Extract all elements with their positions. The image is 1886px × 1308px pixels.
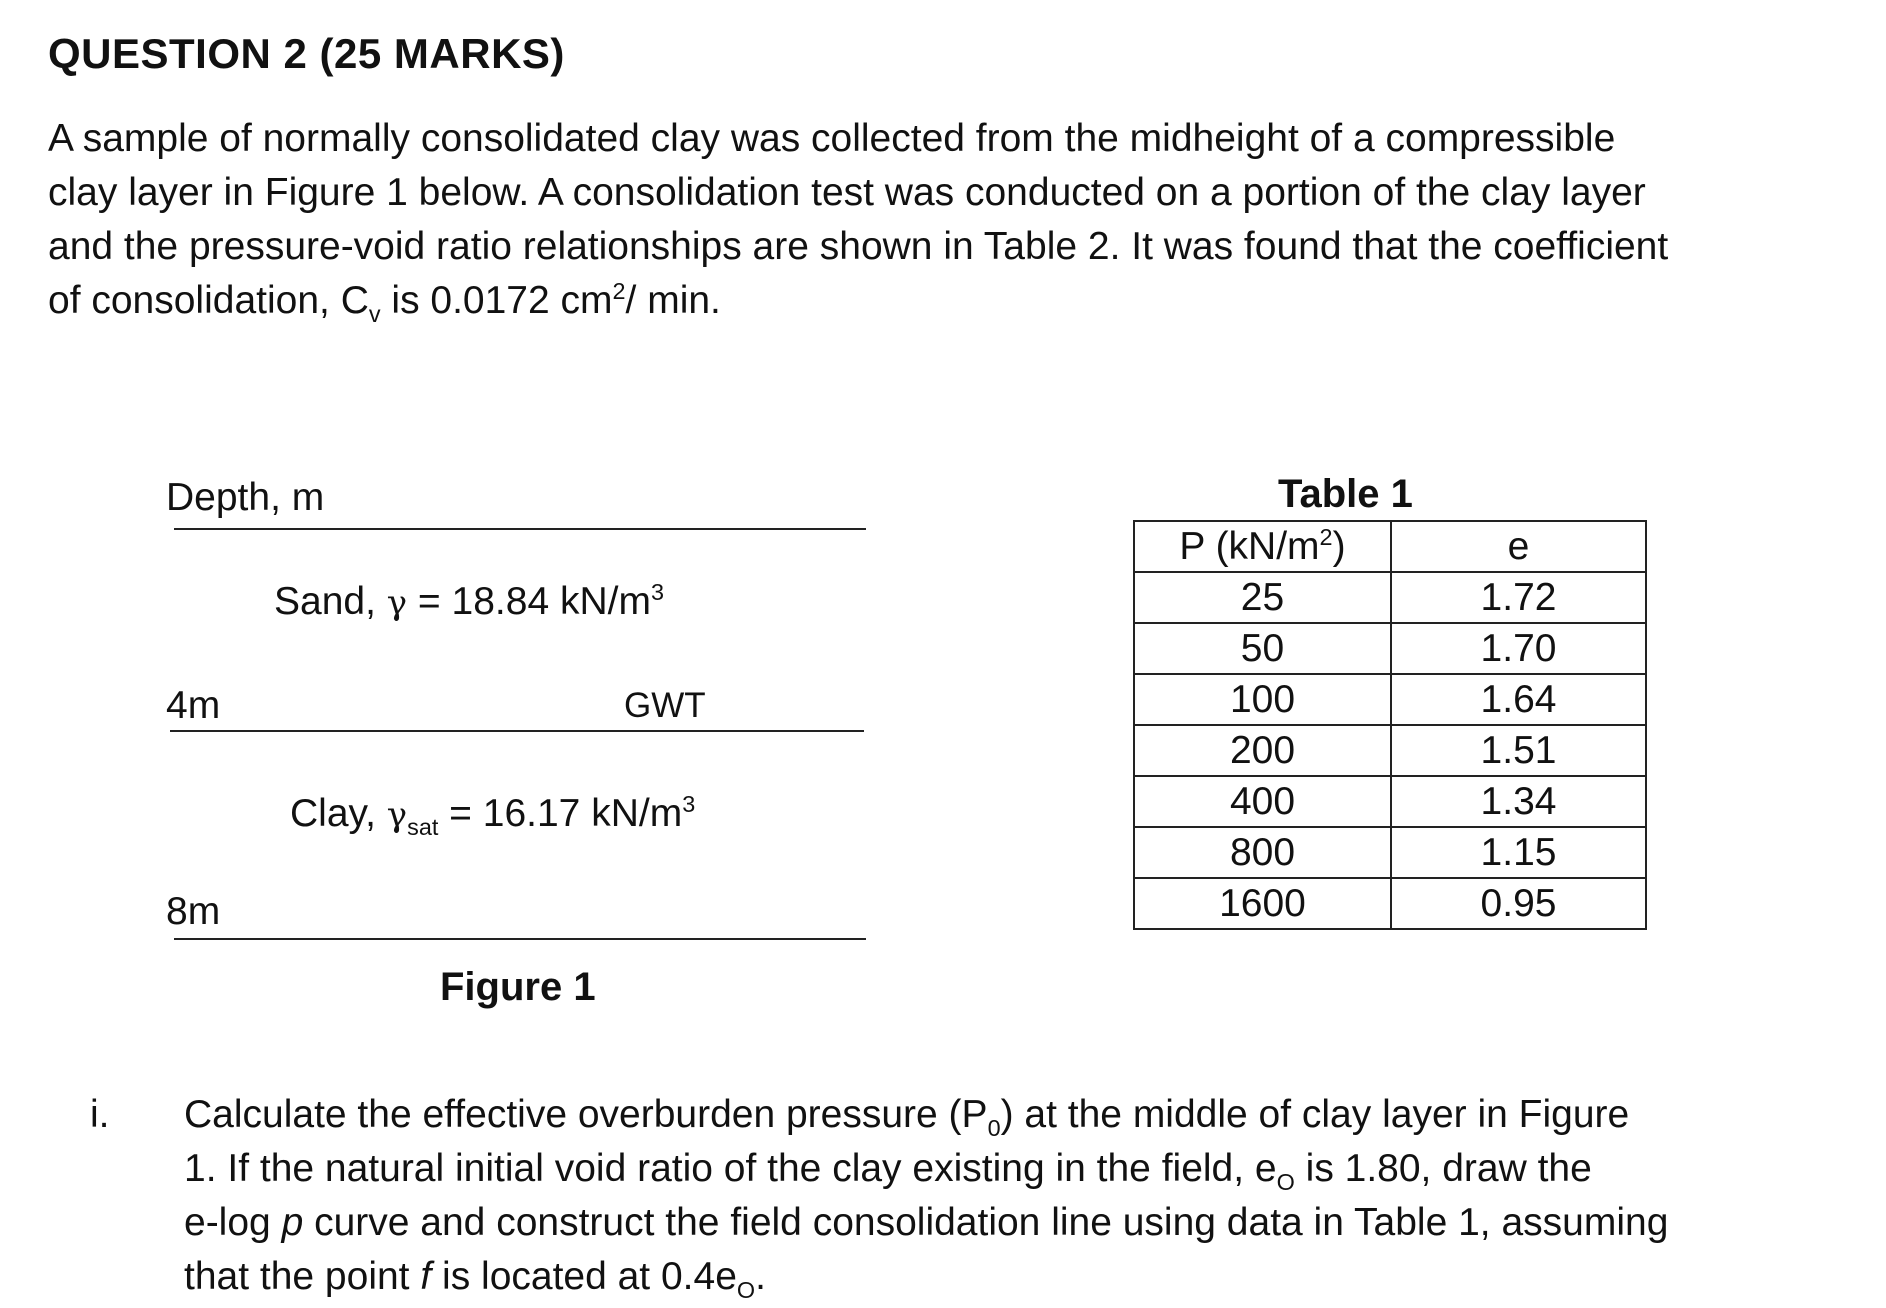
- table-row: [1134, 827, 1646, 878]
- italic-f: f: [420, 1255, 432, 1298]
- pressure-cell: 200: [1134, 725, 1391, 776]
- part-text-segment: e-log: [184, 1201, 282, 1244]
- intro-text: is 0.0172 cm: [380, 279, 613, 322]
- pressure-cell: 25: [1134, 572, 1391, 623]
- header-text: P (kN/m: [1179, 524, 1320, 568]
- italic-p: p: [281, 1201, 304, 1244]
- clay-unit-weight: = 16.17 kN/m: [438, 792, 683, 835]
- intro-line: A sample of normally consolidated clay was collected from the midheight of a compressible: [48, 117, 1616, 160]
- depth-8m-label: 8m: [166, 890, 221, 933]
- p0-subscript: 0: [987, 1114, 1001, 1141]
- pressure-cell: 800: [1134, 827, 1391, 878]
- part-line: [184, 1196, 1884, 1250]
- depth-4m-label: 4m: [166, 684, 221, 727]
- void-ratio-cell: 1.64: [1391, 674, 1646, 725]
- table-row: [1134, 878, 1646, 929]
- intro-line-last: [48, 274, 1768, 328]
- part-line: [184, 1250, 1884, 1304]
- header-text: ): [1332, 524, 1346, 568]
- part-text-segment: curve and construct the field consolidation line using data in Table 1, assuming: [303, 1201, 1669, 1244]
- part-text-segment: Calculate the effective overburden pressure (P: [184, 1093, 988, 1136]
- intro-text: of consolidation, C: [48, 279, 369, 322]
- header-void-ratio: e: [1391, 521, 1646, 572]
- figure-caption: Figure 1: [440, 965, 596, 1009]
- e0-subscript: O: [1276, 1168, 1295, 1195]
- void-ratio-cell: 0.95: [1391, 878, 1646, 929]
- clay-bottom-line: [174, 938, 866, 940]
- clay-layer-label: [290, 791, 696, 840]
- table-row: [1134, 776, 1646, 827]
- part-text-segment: is located at 0.4e: [431, 1255, 737, 1298]
- unit-superscript: 2: [1319, 523, 1333, 550]
- void-ratio-cell: 1.34: [1391, 776, 1646, 827]
- table-row: [1134, 572, 1646, 623]
- ground-surface-line: [174, 528, 866, 530]
- gamma-symbol: γ: [386, 583, 408, 623]
- groundwater-table-line: [170, 730, 864, 732]
- part-line: [184, 1142, 1884, 1196]
- unit-superscript: 2: [612, 278, 626, 304]
- void-ratio-cell: 1.15: [1391, 827, 1646, 878]
- intro-line: and the pressure-void ratio relationships are shown in Table 2. It was found that the coefficient: [48, 225, 1669, 268]
- pressure-void-ratio-table: [1133, 520, 1647, 930]
- intro-text: / min.: [625, 279, 721, 322]
- part-text-segment: ) at the middle of clay layer in Figure: [1000, 1093, 1630, 1136]
- pressure-cell: 100: [1134, 674, 1391, 725]
- unit-superscript: 3: [650, 579, 664, 605]
- part-text: [184, 1088, 1884, 1304]
- question-title: QUESTION 2 (25 MARKS): [48, 30, 565, 77]
- clay-name: Clay,: [290, 792, 387, 835]
- void-ratio-cell: 1.51: [1391, 725, 1646, 776]
- intro-line: clay layer in Figure 1 below. A consolidation test was conducted on a portion of the clay layer: [48, 171, 1646, 214]
- sat-subscript: sat: [407, 813, 439, 840]
- void-ratio-cell: 1.70: [1391, 623, 1646, 674]
- gamma-symbol: γ: [386, 795, 408, 835]
- part-text-segment: is 1.80, draw the: [1294, 1147, 1592, 1190]
- question-intro: [48, 112, 1768, 328]
- part-number: i.: [90, 1093, 110, 1136]
- cv-subscript: v: [368, 300, 381, 327]
- e0-subscript: O: [736, 1276, 756, 1303]
- table-row: [1134, 725, 1646, 776]
- pressure-cell: 400: [1134, 776, 1391, 827]
- table-row: [1134, 623, 1646, 674]
- pressure-cell: 1600: [1134, 878, 1391, 929]
- part-line: [184, 1088, 1884, 1142]
- pressure-cell: 50: [1134, 623, 1391, 674]
- void-ratio-cell: 1.72: [1391, 572, 1646, 623]
- table-title: Table 1: [1278, 472, 1413, 516]
- part-text-segment: .: [755, 1255, 766, 1298]
- header-pressure: [1134, 521, 1391, 572]
- sand-unit-weight: = 18.84 kN/m: [407, 580, 651, 623]
- unit-superscript: 3: [682, 791, 696, 817]
- part-text-segment: 1. If the natural initial void ratio of the clay existing in the field, e: [184, 1147, 1277, 1190]
- table-row: [1134, 674, 1646, 725]
- sand-layer-label: [274, 580, 664, 624]
- table-header-row: [1134, 521, 1646, 572]
- part-text-segment: that the point: [184, 1255, 421, 1298]
- sand-name: Sand,: [274, 580, 387, 623]
- gwt-label: GWT: [624, 686, 706, 725]
- depth-axis-label: Depth, m: [166, 476, 325, 519]
